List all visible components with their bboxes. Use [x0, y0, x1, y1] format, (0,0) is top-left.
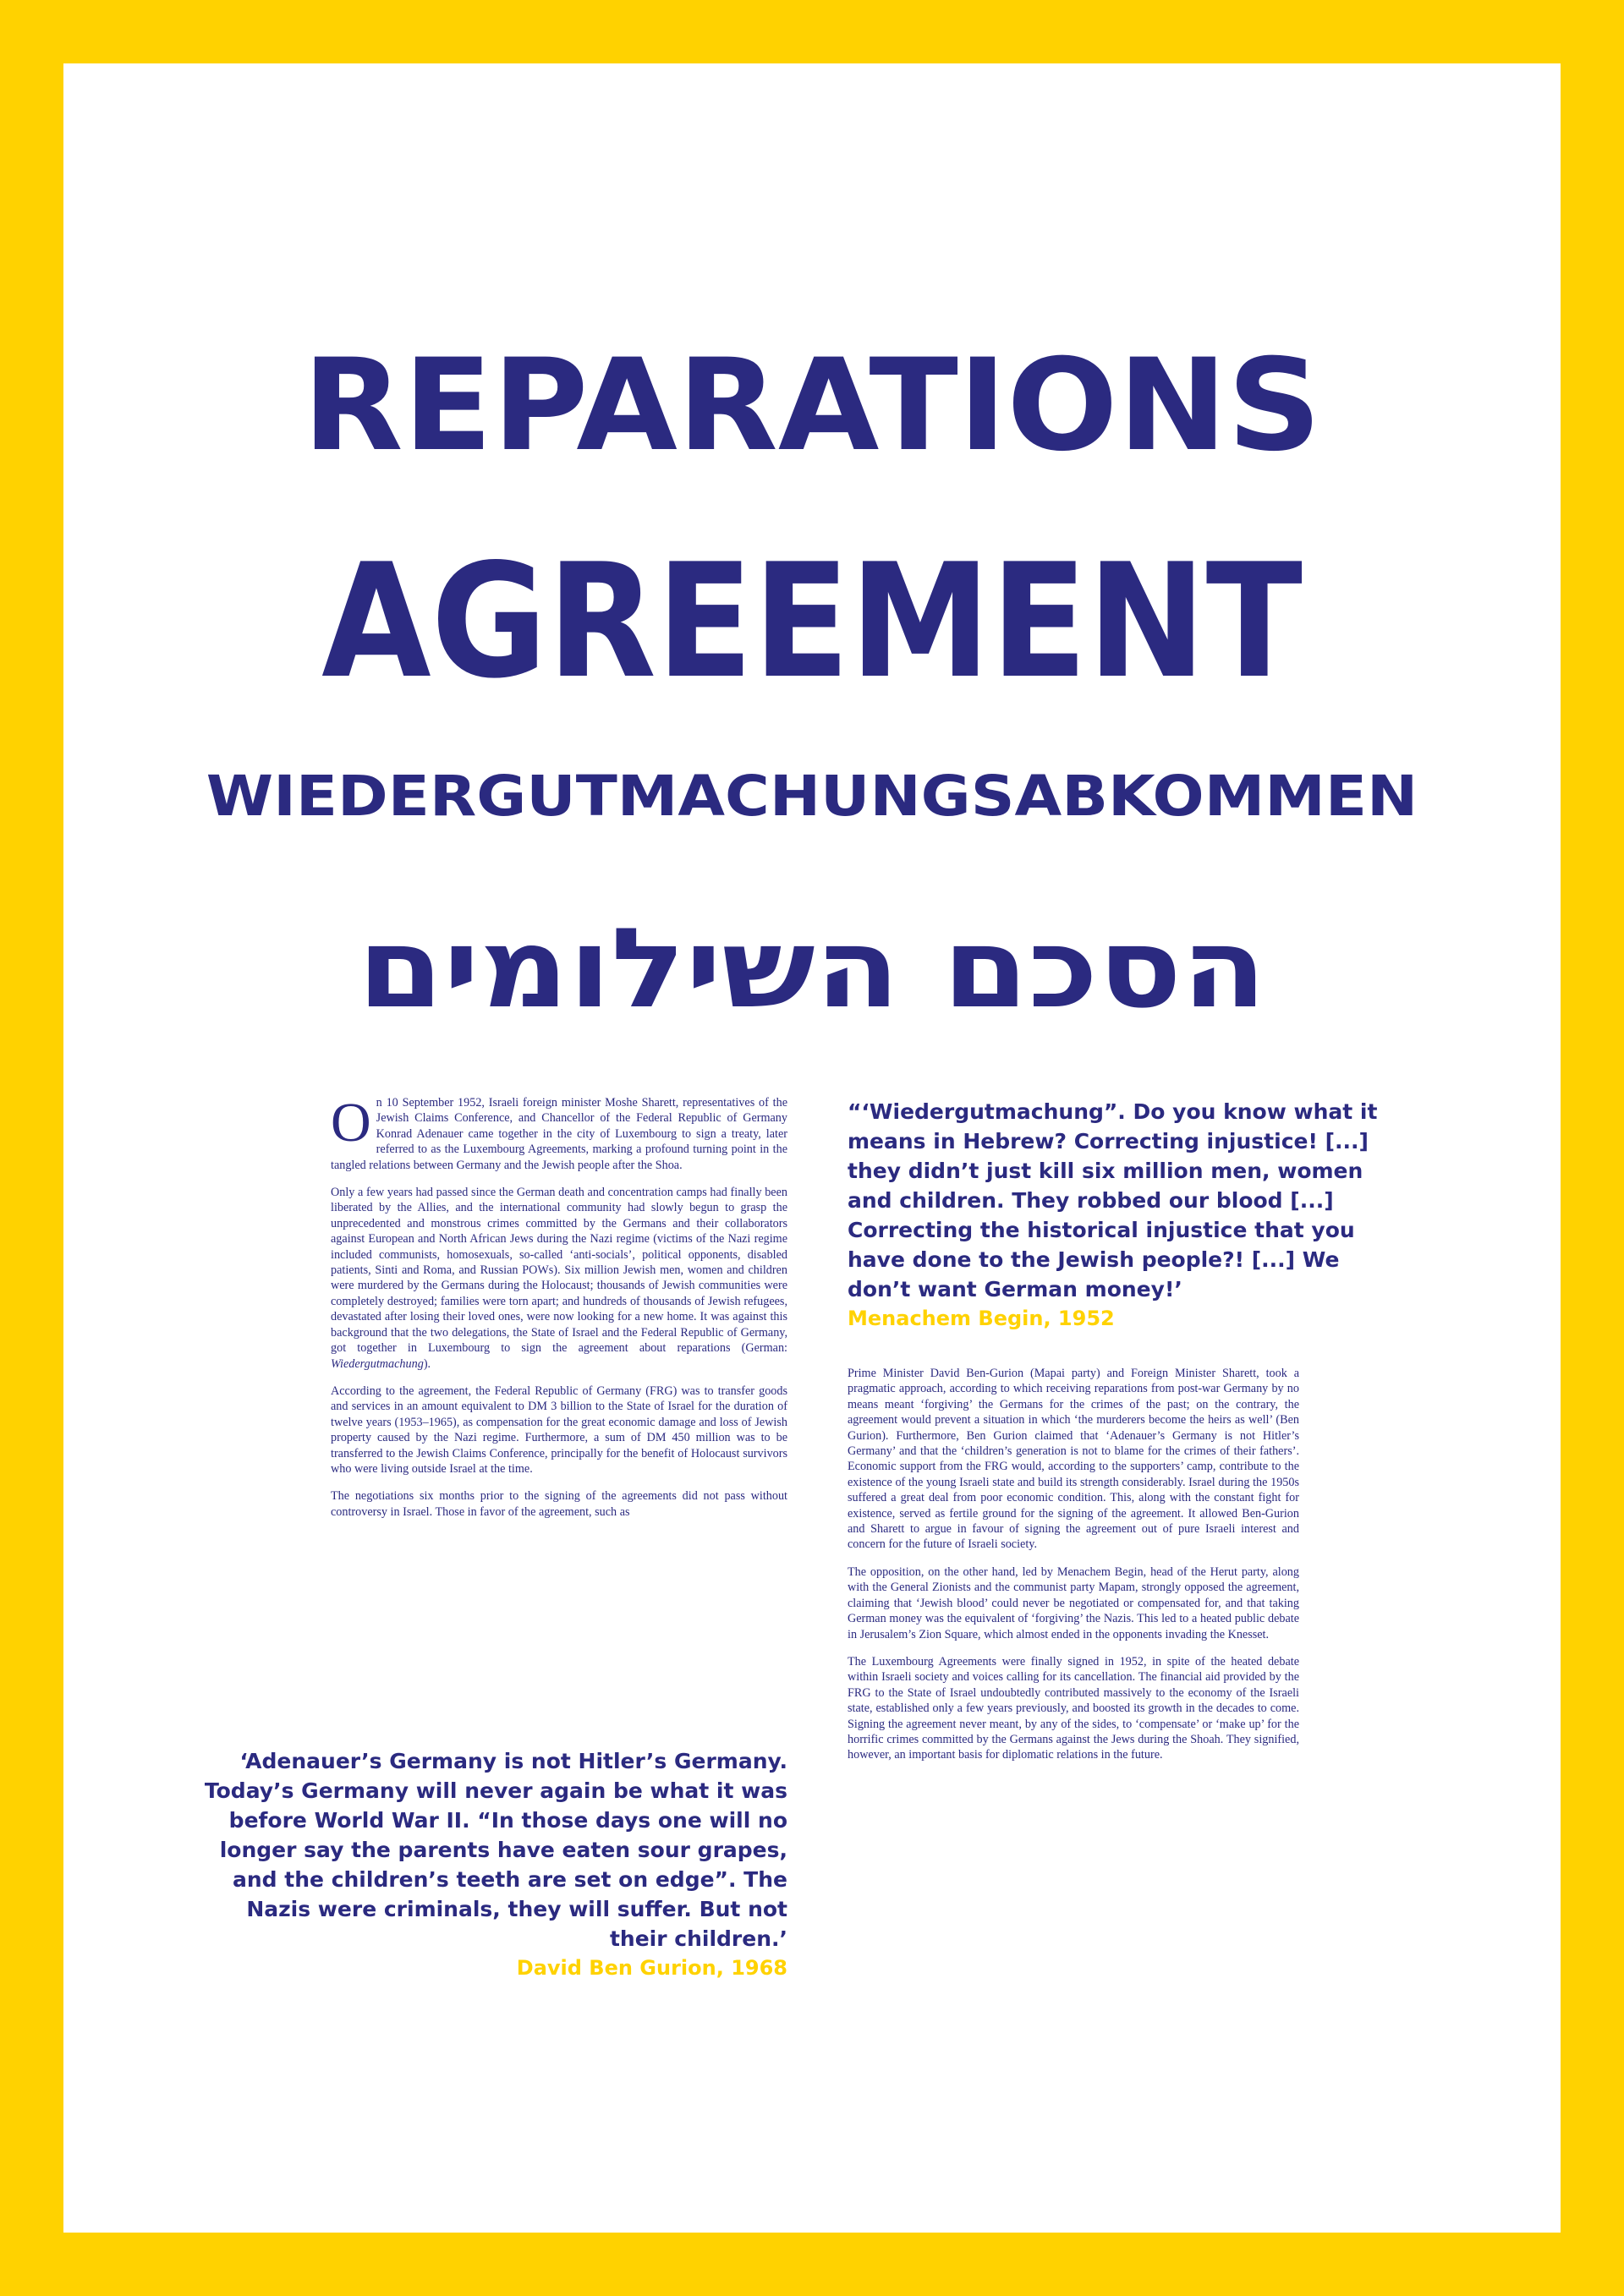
quote-text: ‘Adenauer’s Germany is not Hitler’s Germany. Today’s Germany will never again be what it was before World War II. “In those days one will no longer say the parents have eaten sour grapes, and the children’s teeth are set on edge”. The Nazis were criminals, they will suffer. But not their children.’	[204, 1749, 787, 1951]
title-reparations: REPARATIONS	[302, 332, 1322, 479]
paragraph: The negotiations six months prior to the signing of the agreements did not pass without controversy in Israel. Those in favor of the agreement, such as	[331, 1489, 787, 1519]
quote-attribution: David Ben Gurion, 1968	[516, 1956, 787, 1980]
paragraph: The Luxembourg Agreements were finally signed in 1952, in spite of the heated debate within Israeli society and voices calling for its cancellation. The financial aid provided by the FRG to the State of Israel undoubtedly contributed massively to the economy of the Israeli state, established only a few years previously, and boosted its growth in the decades to come. Signing the agreement never meant, by any of the sides, to ‘compensate’ or ‘make up’ for the horrific crimes committed by the Germans against the Jews during the Shoah. They signified, however, an important basis for diplomatic relations in the future.	[848, 1654, 1299, 1762]
emphasis-term: Wiedergutmachung	[331, 1356, 424, 1371]
title-german: WIEDERGUTMACHUNGSABKOMMEN	[206, 764, 1418, 829]
paragraph: According to the agreement, the Federal Republic of Germany (FRG) was to transfer goods and services in an amount equivalent to DM 3 billion to the State of Israel for the duration of twelve years (1953–1965), as compensation for the great economic damage and loss of Jewish property caused by the Nazi regime. Furthermore, a sum of DM 450 million was to be transferred to the Jewish Claims Conference, principally for the benefit of Holocaust survivors who were living outside Israel at the time.	[331, 1384, 787, 1476]
quote-attribution: Menachem Begin, 1952	[848, 1307, 1115, 1330]
paragraph-text: Only a few years had passed since the German death and concentration camps had finally been liberated by the Allies, and the international community had slowly begun to grasp the unprecedented and monstrous crimes committed by the Germans and their collaborators against European and North African Jews during the Nazi regime (victims of the Nazi regime included communists, homosexuals, so-called ‘anti-socials’, political opponents, disabled patients, Sinti and Roma, and Russian POWs). Six million Jewish men, women and children were murdered by the Germans during the Holocaust; thousands of Jewish communities were completely destroyed; families were torn apart; and hundreds of thousands of Jewish refugees, devastated after losing their loved ones, were now looking for a new home. It was against this background that the two delegations, the State of Israel and the Federal Republic of Germany, got together in Luxembourg to sign the agreement about reparations (German:	[331, 1186, 787, 1356]
left-text-column	[331, 1092, 787, 1532]
quote-text: “‘Wiedergutmachung”. Do you know what it means in Hebrew? Correcting injustice! [...] they didn’t just kill six million men, women and children. They robbed our blood [...] Correcting the historical injustice that you have done to the Jewish people?! [...] We don’t want German money!’	[848, 1099, 1378, 1301]
drop-cap: O	[331, 1092, 371, 1153]
paragraph	[331, 1185, 787, 1372]
paragraph-text: n 10 September 1952, Israeli foreign minister Moshe Sharett, representatives of the Jewish Claims Conference, and Chancellor of the Federal Republic of Germany Konrad Adenauer came together in the city of Luxembourg to sign a treaty, later referred to as the Luxembourg Agreements, marking a profound turning point in the tangled relations between Germany and the Jewish people after the Shoa.	[331, 1096, 787, 1172]
poster-sheet	[63, 63, 1561, 2233]
begin-quote	[848, 1097, 1406, 1333]
paragraph: Prime Minister David Ben-Gurion (Mapai party) and Foreign Minister Sharett, took a pragmatic approach, according to which receiving reparations from post-war Germany by no means meant ‘forgiving’ the Germans for the crimes of the past; on the contrary, the agreement would prevent a situation in which ‘the murderers become the heirs as well’ (Ben Gurion). Furthermore, Ben Gurion claimed that ‘Adenauer’s Germany is not Hitler’s Germany’ and that the ‘children’s generation is not to blame for the crimes of their fathers’. Economic support from the FRG would, according to the supporters’ camp, contribute to the existence of the young Israeli state and build its strength considerably. Israel during the 1950s suffered a great deal from poor economic condition. This, along with the constant fight for existence, served as fertile ground for the signing of the agreement. It allowed Ben-Gurion and Sharett to argue in favour of signing the agreement out of pure Israeli interest and concern for the future of Israeli society.	[848, 1367, 1299, 1552]
title-hebrew: הסכם השילומים	[357, 904, 1267, 1033]
right-text-column	[848, 1366, 1299, 1775]
intro-paragraph	[331, 1092, 787, 1173]
paragraph-text-end: ).	[423, 1356, 431, 1371]
paragraph: The opposition, on the other hand, led by Menachem Begin, head of the Herut party, along with the General Zionists and the communist party Mapam, strongly opposed the agreement, claiming that ‘Jewish blood’ could never be negotiated or compensated for, and that taking German money was the equivalent of ‘forgiving’ the Nazis. This led to a heated public debate in Jerusalem’s Zion Square, which almost ended in the opponents invading the Knesset.	[848, 1564, 1299, 1641]
ben-gurion-quote	[199, 1746, 787, 1982]
title-agreement: AGREEMENT	[321, 529, 1303, 713]
